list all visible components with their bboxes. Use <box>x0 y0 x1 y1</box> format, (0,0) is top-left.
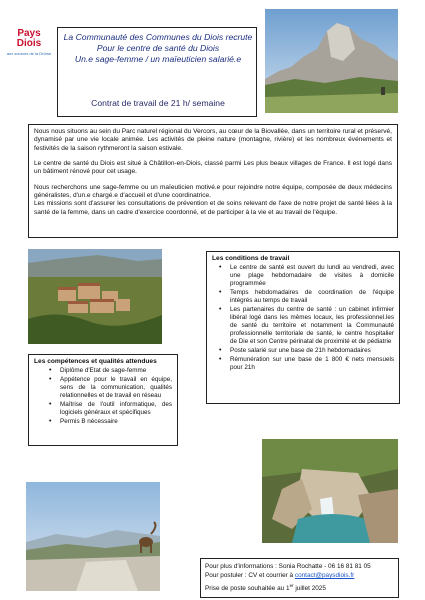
job-title-box <box>57 27 257 117</box>
skills-list <box>34 367 172 426</box>
skills-item: • Diplôme d'Etat de sage-femme <box>60 367 172 375</box>
conditions-item: • Temps hebdomadaires de coordination de l'équipe intégrés au temps de travail <box>230 289 394 305</box>
conditions-item: • Poste salarié sur une base de 21h hebdomadaires <box>230 347 394 355</box>
conditions-item: • Les partenaires du centre de santé : un cabinet infirmier libéral logé dans les mêmes locaux, les professionnel.les de santé du territoire et notamment la Communauté professionnelle territoriale de santé, le centre hospitalier de Die et son Centre périnatal de proximité et de pédiatrie <box>230 306 394 346</box>
position-title: Un.e sage-femme / un maïeuticien salarié.e <box>74 54 242 64</box>
intro-paragraph-3: Nous recherchons une sage-femme ou un maïeuticien motivé.e pour rejoindre notre équipe, composée de deux médecins généralistes, d'un.e chargé.e d'accueil et d'une coordinatrice. <box>34 183 392 200</box>
conditions-list <box>212 264 394 372</box>
apply-line <box>205 571 394 580</box>
start-date-sup: er <box>289 582 294 588</box>
intro-paragraph-4: Les missions sont d'assurer les consultations de prévention et de soins relevant de l'axe de notre projet de santé liées à la santé de la femme, dans un cadre d'exercice coordonné, et de participer à la vie et au travail de l'équipe. <box>34 200 392 216</box>
contact-email-link[interactable]: contact@paysdiois.fr <box>294 572 355 580</box>
contact-box <box>200 558 399 598</box>
logo-line2: Diois <box>16 38 42 49</box>
ibex-landscape-photo <box>26 482 160 591</box>
logo-tagline: aux sources de la Drôme <box>6 51 52 56</box>
conditions-title: Les conditions de travail <box>212 255 290 262</box>
village-photo <box>28 249 162 344</box>
apply-text: Pour postuler : CV et courrier à <box>205 572 295 580</box>
skills-item: • Appétence pour le travail en équipe, sens de la communication, qualités relationnelles et de travail en réseau <box>60 376 172 400</box>
skills-item: • Permis B nécessaire <box>60 418 172 426</box>
start-date-line <box>205 581 394 593</box>
working-conditions-box <box>206 251 400 404</box>
intro-paragraph-2: Le centre de santé du Diois est situé à Châtillon-en-Diois, classé parmi Les plus beaux villages de France. Il est logé dans un bâtiment rénové pour cet usage. <box>34 160 392 176</box>
intro-paragraph-1: Nous nous situons au sein du Parc naturel régional du Vercors, au cœur de la Biovallée, dans un territoire rural et préservé, dynamisé par une vie locale animée. Les activités de pleine nature (montagne, rivière) et les nombreux événements et festivités de la saison rythmeront la saison estivale. <box>34 128 392 152</box>
skills-box <box>28 354 178 446</box>
river-photo <box>262 439 398 543</box>
contract-hours: Contrat de travail de 21 h/ semaine <box>91 98 225 108</box>
start-date-prefix: Prise de poste souhaitée au 1 <box>205 584 290 592</box>
start-date-suffix: juillet 2025 <box>293 584 326 592</box>
conditions-item: • Le centre de santé est ouvert du lundi au vendredi, avec une plage hebdomadaire de visites à domicile programmée <box>230 264 394 288</box>
intro-text-box <box>28 124 398 238</box>
employer-line: Pour le centre de santé du Diois <box>96 43 220 53</box>
recruiter-line: La Communauté des Communes du Diois recrute <box>63 32 253 42</box>
skills-title: Les compétences et qualités attendues <box>34 358 157 365</box>
logo-line1: Pays <box>17 28 41 39</box>
mountain-photo <box>265 9 398 113</box>
contact-info-line: Pour plus d'informations : Sonia Rochatte - 06 16 81 81 05 <box>205 563 371 570</box>
pays-diois-logo <box>6 26 52 72</box>
skills-item: • Maîtrise de l'outil informatique, des logiciels généraux et spécifiques <box>60 401 172 417</box>
conditions-item: • Rémunération sur une base de 1 800 € nets mensuels pour 21h <box>230 356 394 372</box>
